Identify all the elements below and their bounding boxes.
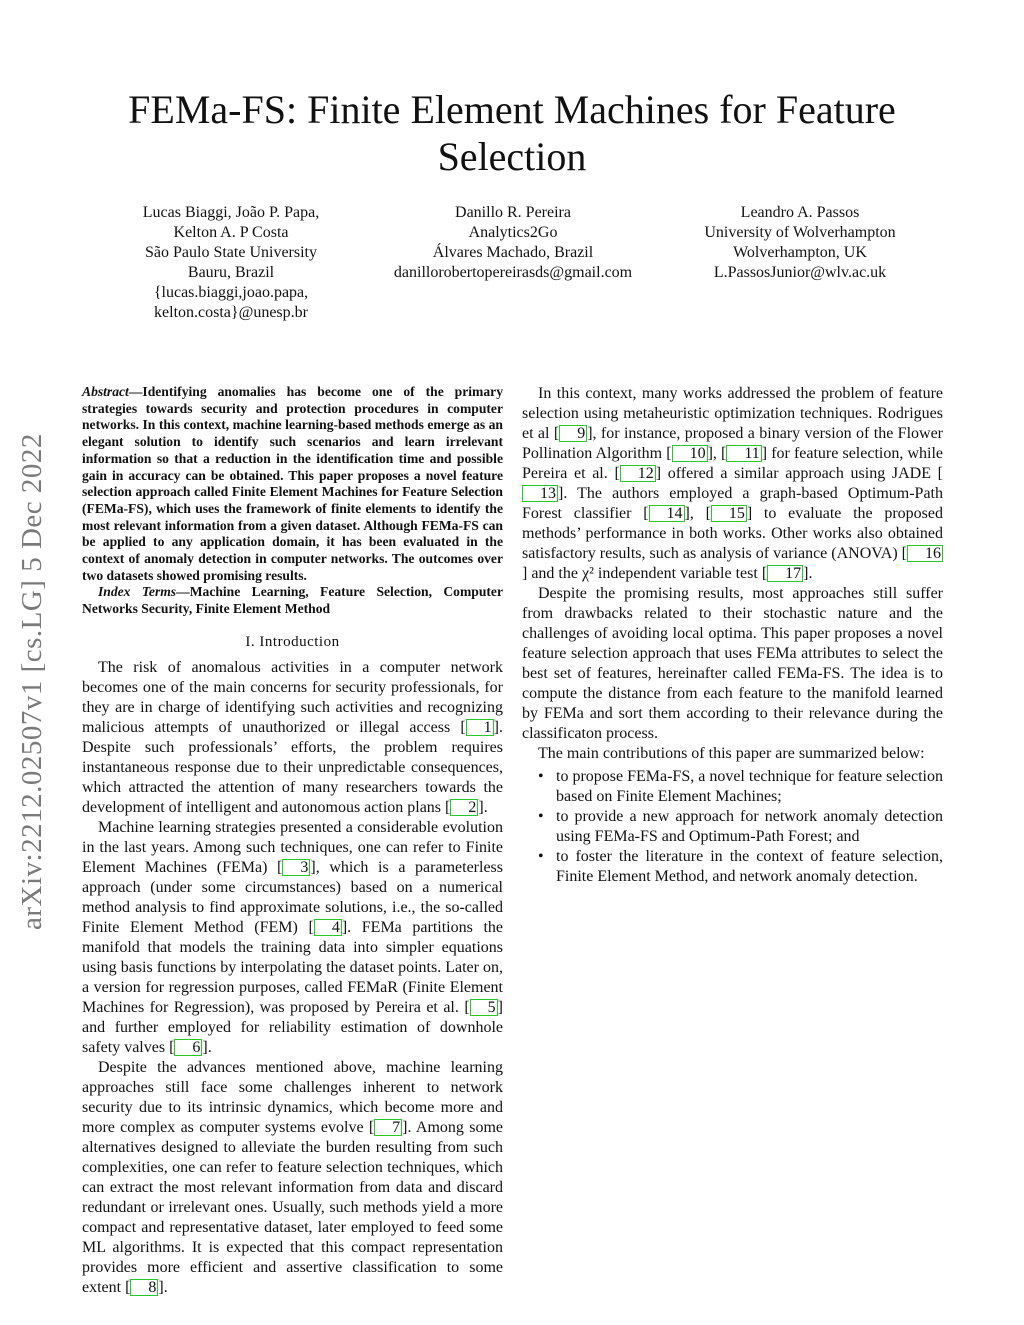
citation-link[interactable]: 1 <box>466 719 494 736</box>
text-run: . Despite such professionals’ efforts, the problem requires instantaneous response due to their unpredictable consequences, which attracted the attention of many researchers towards the development of intelligent and autonomous action plans <box>82 718 503 816</box>
text-run: , which is a parameterless approach (under some circumstances) based on a numerical method analysis to find approximate solutions, i.e., the so-called Finite Element Method (FEM) <box>82 858 504 936</box>
citation-link[interactable]: 11 <box>726 445 761 462</box>
intro-paragraph-1: The risk of anomalous activities in a computer network becomes one of the main concerns for security professionals, for they are in charge of identifying such activities and recognizing malicious attempts of unauthorized or illegal access [ 1 ]. Despite such professionals’ efforts, the problem requires instantaneous response due to their unpredictable consequences, which attracted the attention of many researchers towards the development of intelligent and autonomous action plans [ 2 ]. <box>82 658 503 816</box>
index-terms-text: —Machine Learning, Feature Selection, Computer Networks Security, Finite Element Method <box>82 584 503 617</box>
abstract <box>82 384 503 584</box>
text-run: offered a similar approach using JADE <box>661 465 938 482</box>
contributions-list <box>522 767 943 887</box>
author-email[interactable]: danillorobertopereirasds@gmail.com <box>393 264 633 281</box>
citation-link[interactable]: 17 <box>767 565 803 582</box>
text-run: . <box>163 1278 168 1296</box>
citation-link[interactable]: 15 <box>711 505 747 522</box>
author-email[interactable]: kelton.costa}@unesp.br <box>154 304 308 321</box>
author-group-wolverhampton <box>666 203 934 283</box>
author-email[interactable]: L.PassosJunior@wlv.ac.uk <box>713 264 887 281</box>
citation-link[interactable]: 14 <box>649 505 685 522</box>
right-column <box>522 384 943 887</box>
citation-link[interactable]: 5 <box>470 999 498 1016</box>
author-names: Leandro A. Passos <box>740 204 860 221</box>
text-run: . <box>483 798 488 816</box>
citation-link[interactable]: 4 <box>314 919 342 936</box>
author-affiliation: São Paulo State University <box>145 244 317 261</box>
text-run: The risk of anomalous activities in a computer network becomes one of the main concerns for security professionals, for they are in charge of identifying such activities and recognizing malicious attempts of unauthorized or illegal access <box>82 658 503 736</box>
text-run: , <box>712 445 722 462</box>
author-names: Kelton A. P Costa <box>173 224 289 241</box>
intro-paragraph-6: The main contributions of this paper are summarized below: <box>538 745 925 762</box>
citation-link[interactable]: 2 <box>450 799 478 816</box>
citation-link[interactable]: 3 <box>282 859 310 876</box>
citation-link[interactable]: 7 <box>374 1119 402 1136</box>
text-run: Despite the advances mentioned above, machine learning approaches still face some challenges inherent to network security due to its intrinsic dynamics, which become more and more complex as computer systems evolve <box>82 1058 503 1136</box>
index-terms <box>82 584 503 617</box>
author-email[interactable]: {lucas.biaggi,joao.papa, <box>153 284 309 301</box>
author-names: Danillo R. Pereira <box>455 204 571 221</box>
list-item: • to provide a new approach for network anomaly detection using FEMa-FS and Optimum-Path Forest; and <box>556 807 943 847</box>
intro-paragraph-2: Machine learning strategies presented a considerable evolution in the last years. Among such techniques, one can refer to Finite Element Machines (FEMa) [ 3 ], which is a parameterless approach (under some circumstances) based on a numerical method analysis to find approximate solutions, i.e., the so-called Finite Element Method (FEM) [ 4 ]. FEMa partitions the manifold that models the training data into simpler equations using basis functions by interpolating the dataset points. Later on, a version for regression purposes, called FEMaR (Finite Element Machines for Regression), was proposed by Pereira et al. [ 5 ] and further employed for reliability estimation of downhole safety valves [ 6 ]. <box>82 818 504 1056</box>
intro-paragraph-3: Despite the advances mentioned above, machine learning approaches still face some challenges inherent to network security due to its intrinsic dynamics, which become more and more complex as computer systems evolve [ 7 ]. Among some alternatives designed to alleviate the burden resulting from such complexities, one can refer to feature selection techniques, which can extract the most relevant information from data and discard redundant or irrelevant ones. Usually, such methods yield a more compact and representative dataset, later employed to feed some ML algorithms. It is expected that this compact representation provides more efficient and assertive classification to some extent [ 8 ]. <box>82 1058 503 1296</box>
text-run: to evaluate the proposed methods’ performance in both works. Other works also obtained satisfactory results, such as analysis of variance (ANOVA) <box>522 505 944 562</box>
text-run: , for instance, proposed a binary version of the Flower Pollination Algorithm <box>522 425 944 462</box>
abstract-text: —Identifying anomalies has become one of the primary strategies towards security and protection procedures in computer networks. In this context, machine learning-based methods emerge as an elegant solution to identify such scenarios and learn irrelevant information so that a reduction in the identification time and possible gain in accuracy can be obtained. This paper proposes a novel feature selection approach called Finite Element Machines for Feature Selection (FEMa-FS), which uses the framework of finite elements to identify the most relevant information from a given dataset. Although FEMa-FS can be applied to any application domain, it has been evaluated in the context of anomaly detection in computer networks. The outcomes over two datasets showed promising results. <box>82 384 503 583</box>
author-location: Álvares Machado, Brazil <box>432 244 594 261</box>
list-item: • to propose FEMa-FS, a novel technique for feature selection based on Finite Element Machines; <box>556 767 943 807</box>
abstract-label: Abstract <box>82 384 129 399</box>
left-column <box>82 384 503 1298</box>
text-run: , <box>689 505 706 522</box>
citation-link[interactable]: 10 <box>672 445 708 462</box>
title-line-1: FEMa-FS: Finite Element Machines for Feature <box>128 87 896 132</box>
citation-link[interactable]: 16 <box>907 545 943 562</box>
text-run: . The authors employed a graph-based Optimum-Path Forest classifier <box>522 485 943 522</box>
author-group-analytics2go <box>372 203 654 283</box>
intro-paragraph-4: In this context, many works addressed the problem of feature selection using metaheuristic optimization techniques. Rodrigues et al [ 9 ], for instance, proposed a binary version of the Flower Pollination Algorithm [ 10 ], [ 11 ] for feature selection, while Pereira et al. [ 12 ] offered a similar approach using JADE [13 ]. The authors employed a graph-based Optimum-Path Forest classifier [ 14 ], [ 15 ] to evaluate the proposed methods’ performance in both works. Other works also obtained satisfactory results, such as analysis of variance (ANOVA) [ 16] and the χ² independent variable test [ 17 ]. <box>522 385 944 582</box>
author-names: Lucas Biaggi, João P. Papa, <box>142 204 320 221</box>
citation-link[interactable]: 8 <box>130 1279 158 1296</box>
index-terms-label: Index Terms <box>98 584 177 600</box>
title-line-2: Selection <box>437 134 587 179</box>
text-run: . <box>207 1038 212 1056</box>
text-run: . <box>808 565 813 582</box>
text-run: . FEMa partitions the manifold that models the training data into simpler equations using basis functions by interpolating the dataset points. Later on, a version for regression purposes, called FEMaR (Finite Element Machines for Regression), was proposed by Pereira et al. <box>82 918 503 1016</box>
arxiv-identifier-stamp[interactable]: arXiv:2212.02507v1 [cs.LG] 5 Dec 2022 <box>16 433 48 930</box>
text-run: and the χ² independent variable test <box>527 565 762 582</box>
list-item: • to foster the literature in the context of feature selection, Finite Element Method, and network anomaly detection. <box>556 847 943 887</box>
text-run: In this context, many works addressed the problem of feature selection using metaheuristic optimization techniques. Rodrigues et al <box>522 385 943 442</box>
author-affiliation: Analytics2Go <box>468 224 558 241</box>
author-affiliation: University of Wolverhampton <box>704 224 896 241</box>
text-run: . Among some alternatives designed to alleviate the burden resulting from such complexities, one can refer to feature selection techniques, which can extract the most relevant information from data and discard redundant or irrelevant ones. Usually, such methods yield a more compact and representative dataset, later employed to feed some ML algorithms. It is expected that this compact representation provides more efficient and assertive classification to some extent <box>82 1118 503 1296</box>
text-run: and further employed for reliability estimation of downhole safety valves <box>82 1018 503 1056</box>
author-location: Wolverhampton, UK <box>733 244 867 261</box>
author-location: Bauru, Brazil <box>187 264 275 281</box>
text-run: for feature selection, while Pereira et al. <box>522 445 944 482</box>
citation-link[interactable]: 6 <box>174 1039 202 1056</box>
citation-link[interactable]: 9 <box>559 425 587 442</box>
section-heading-introduction: I. Introduction <box>245 633 340 650</box>
author-group-unesp <box>100 203 362 323</box>
paper-title <box>100 86 924 180</box>
intro-paragraph-5: Despite the promising results, most approaches still suffer from drawbacks related to their stochastic nature and the challenges of avoiding local optima. This paper proposes a novel feature selection approach that uses FEMa attributes to select the best set of features, hereinafter called FEMa-FS. The idea is to compute the distance from each feature to the manifold learned by FEMa and sort them according to their relevance during the classificaton process. <box>522 585 943 742</box>
text-run: Machine learning strategies presented a considerable evolution in the last years. Among such techniques, one can refer to Finite Element Machines (FEMa) <box>82 818 503 876</box>
citation-link[interactable]: 12 <box>620 465 656 482</box>
citation-link[interactable]: 13 <box>522 485 558 502</box>
